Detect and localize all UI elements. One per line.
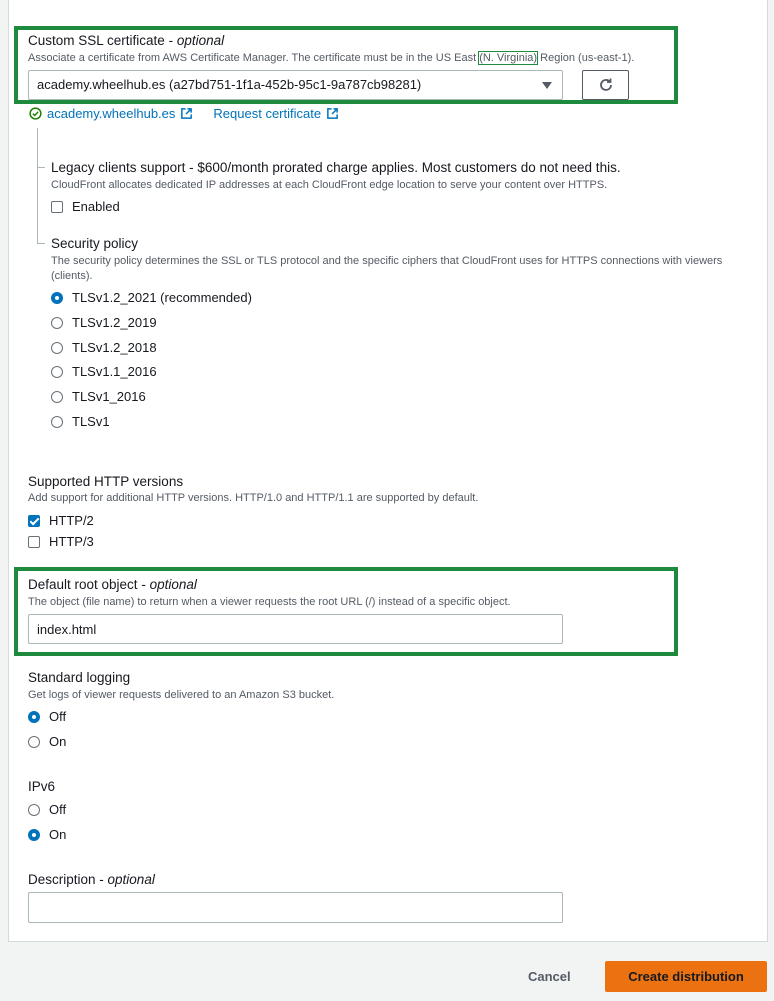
description-label-optional: optional <box>107 872 155 887</box>
ssl-label: Custom SSL certificate - optional <box>28 33 225 48</box>
root-object-label-text: Default root object <box>28 577 138 592</box>
security-policy-description: The security policy determines the SSL or TLS protocol and the specific ciphers that CloudFront uses for HTTPS connections with viewers (clients). <box>51 255 723 282</box>
ssl-label-optional: optional <box>176 33 225 48</box>
http-versions-label: Supported HTTP versions <box>28 474 184 489</box>
tree-line-vertical <box>37 128 38 244</box>
standard-logging-label: Standard logging <box>28 670 131 685</box>
security-policy-radio-tlsv1-2-2019[interactable] <box>51 317 63 329</box>
ipv6-on-label: On <box>49 827 67 842</box>
security-policy-option-label: TLSv1.2_2021 (recommended) <box>72 290 252 305</box>
legacy-enabled-label: Enabled <box>72 199 120 214</box>
ssl-links-row <box>29 106 339 121</box>
ipv6-label: IPv6 <box>28 779 56 794</box>
ipv6-on-radio[interactable] <box>28 829 40 841</box>
security-policy-radio-tlsv1-2-2021[interactable] <box>51 292 63 304</box>
security-policy-label: Security policy <box>51 236 139 251</box>
http3-checkbox[interactable] <box>28 536 40 548</box>
security-policy-radio-tlsv1-2-2018[interactable] <box>51 342 63 354</box>
security-policy-radio-tlsv1-2016[interactable] <box>51 391 63 403</box>
tree-line-branch-legacy <box>37 167 45 168</box>
root-object-label-optional: optional <box>149 577 197 592</box>
ssl-description <box>28 51 634 66</box>
http2-label: HTTP/2 <box>49 513 94 528</box>
legacy-support-description: CloudFront allocates dedicated IP addresses at each CloudFront edge location to serve your content over HTTPS. <box>51 179 608 191</box>
root-object-value: index.html <box>37 622 97 637</box>
root-object-input[interactable] <box>28 614 563 644</box>
security-policy-option-label: TLSv1.1_2016 <box>72 364 157 379</box>
legacy-support-label: Legacy clients support - $600/month prorated charge applies. Most customers do not need this. <box>51 160 621 175</box>
external-link-icon <box>180 107 193 120</box>
external-link-icon <box>326 107 339 120</box>
ssl-selected-value: academy.wheelhub.es (a27bd751-1f1a-452b-95c1-9a787cb98281) <box>37 77 422 92</box>
ssl-description-pre: Associate a certificate from AWS Certificate Manager. The certificate must be in the US East <box>28 52 480 64</box>
logging-off-label: Off <box>49 709 67 724</box>
security-policy-option-label: TLSv1_2016 <box>72 389 146 404</box>
success-check-icon <box>29 107 42 120</box>
caret-down-icon <box>542 82 552 89</box>
tree-line-branch-policy <box>37 243 45 244</box>
refresh-icon <box>598 77 614 93</box>
description-label-text: Description <box>28 872 96 887</box>
certificate-domain-link[interactable]: academy.wheelhub.es <box>47 106 176 121</box>
logging-off-radio[interactable] <box>28 711 40 723</box>
settings-panel <box>8 0 768 942</box>
ssl-certificate-select[interactable] <box>28 70 563 100</box>
refresh-certificates-button[interactable] <box>582 70 629 100</box>
security-policy-option-label: TLSv1.2_2019 <box>72 315 157 330</box>
request-certificate-link[interactable]: Request certificate <box>213 106 322 121</box>
create-distribution-button[interactable]: Create distribution <box>605 961 767 992</box>
root-object-label: Default root object - optional <box>28 577 197 592</box>
ipv6-off-label: Off <box>49 802 67 817</box>
ssl-region-highlight: (N. Virginia) <box>479 52 538 64</box>
security-policy-option-label: TLSv1.2_2018 <box>72 340 157 355</box>
http3-label: HTTP/3 <box>49 534 94 549</box>
ssl-description-post: Region (us-east-1). <box>537 52 635 64</box>
security-policy-radio-tlsv1[interactable] <box>51 416 63 428</box>
description-label: Description - optional <box>28 872 155 887</box>
description-input[interactable] <box>28 892 563 923</box>
ssl-label-text: Custom SSL certificate <box>28 33 165 48</box>
ipv6-off-radio[interactable] <box>28 804 40 816</box>
security-policy-option-label: TLSv1 <box>72 414 110 429</box>
http2-checkbox[interactable] <box>28 515 40 527</box>
logging-on-label: On <box>49 734 67 749</box>
http-versions-description: Add support for additional HTTP versions. HTTP/1.0 and HTTP/1.1 are supported by default. <box>28 492 479 504</box>
legacy-enabled-checkbox[interactable] <box>51 201 63 213</box>
cancel-button[interactable]: Cancel <box>528 969 571 984</box>
standard-logging-description: Get logs of viewer requests delivered to an Amazon S3 bucket. <box>28 689 335 701</box>
root-object-description: The object (file name) to return when a viewer requests the root URL (/) instead of a specific object. <box>28 596 511 608</box>
security-policy-radio-tlsv1-1-2016[interactable] <box>51 366 63 378</box>
logging-on-radio[interactable] <box>28 736 40 748</box>
